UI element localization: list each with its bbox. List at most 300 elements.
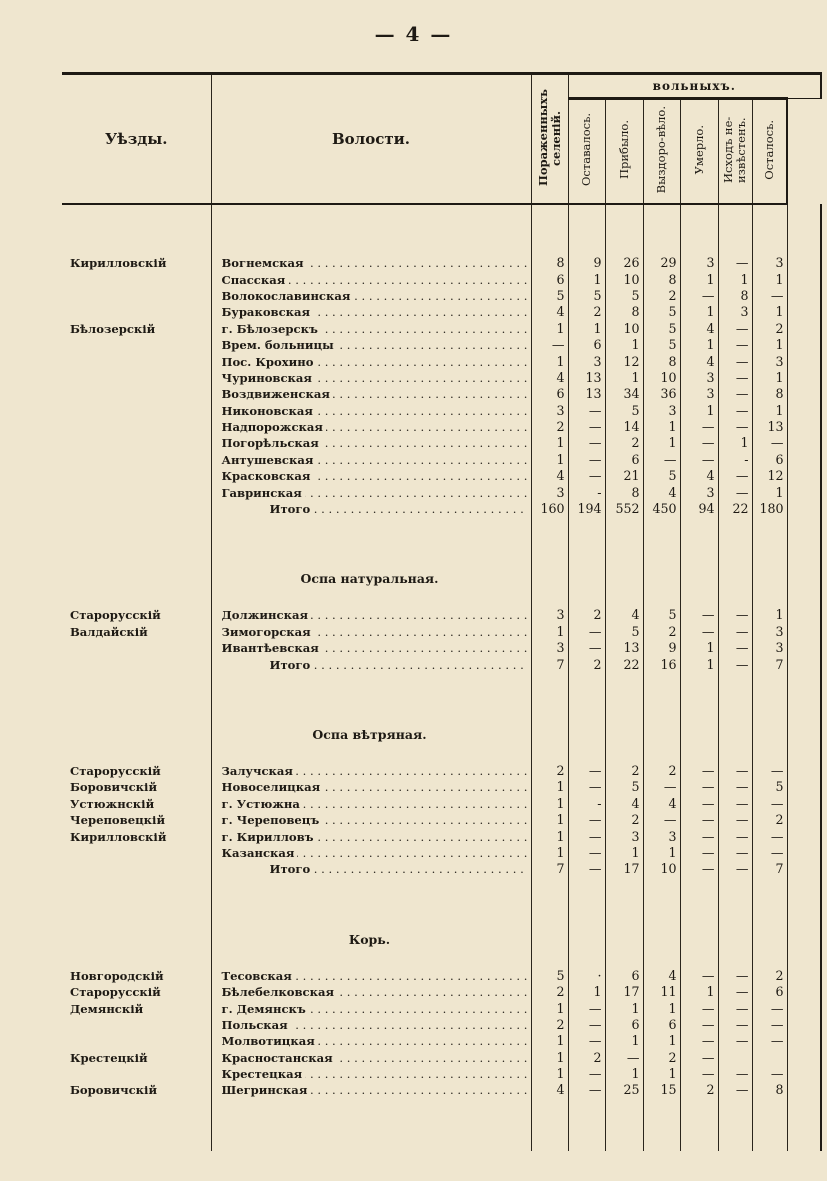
value-cell: 6 (643, 1017, 680, 1033)
value-cell: — (680, 763, 718, 779)
value-cell: 9 (643, 640, 680, 656)
value-cell: — (752, 1066, 787, 1082)
table-row (62, 845, 821, 861)
value-cell: — (680, 624, 718, 640)
affected-cell: 1 (531, 435, 568, 451)
value-cell: 15 (643, 1082, 680, 1098)
volost-cell (211, 1017, 531, 1033)
volost-cell (211, 812, 531, 828)
value-cell: 6 (605, 452, 643, 468)
value-cell: 5 (568, 288, 605, 304)
table-row (62, 353, 821, 369)
table-row (62, 1033, 821, 1049)
value-cell: — (568, 624, 605, 640)
volost-name: Никоновская (222, 404, 316, 418)
value-cell: — (568, 763, 605, 779)
value-cell: — (643, 452, 680, 468)
total-value-cell: 180 (752, 501, 787, 517)
value-cell: 1 (752, 337, 787, 353)
value-cell: — (718, 845, 752, 861)
value-cell: 10 (605, 321, 643, 337)
volost-name: Красковская (222, 469, 314, 483)
volost-cell (211, 796, 531, 812)
value-cell: 1 (643, 1000, 680, 1016)
total-value-cell: 2 (568, 656, 605, 672)
volost-cell (211, 1033, 531, 1049)
value-cell: — (568, 640, 605, 656)
value-cell: 1 (752, 271, 787, 287)
volost-name: Пос. Крохино (222, 355, 317, 369)
uezd-cell (62, 468, 211, 484)
total-value-cell: — (680, 861, 718, 877)
volost-name: Гавринская (222, 486, 305, 500)
value-cell: — (718, 386, 752, 402)
value-cell: 8 (605, 304, 643, 320)
value-cell: 4 (605, 607, 643, 623)
uezd-cell (62, 370, 211, 386)
value-cell: — (718, 337, 752, 353)
table-row (62, 624, 821, 640)
value-cell: 11 (643, 984, 680, 1000)
volost-name: Бѣлебелковская (222, 985, 338, 999)
value-cell: — (718, 779, 752, 795)
value-cell: 2 (643, 763, 680, 779)
affected-cell: 3 (531, 403, 568, 419)
uezd-cell (62, 1066, 211, 1082)
value-cell: 8 (605, 484, 643, 500)
affected-cell: 1 (531, 779, 568, 795)
value-cell: 12 (605, 353, 643, 369)
value-cell: 26 (605, 255, 643, 271)
value-cell: 29 (643, 255, 680, 271)
total-value-cell: 16 (643, 656, 680, 672)
value-cell: — (680, 1033, 718, 1049)
value-cell: 8 (643, 271, 680, 287)
value-cell: 2 (643, 288, 680, 304)
table-row (62, 1000, 821, 1016)
value-cell: 3 (568, 353, 605, 369)
value-cell: 1 (680, 271, 718, 287)
value-cell: — (752, 288, 787, 304)
value-cell: 3 (643, 828, 680, 844)
value-cell: — (568, 1066, 605, 1082)
uezd-cell (62, 1033, 211, 1049)
value-cell: 6 (568, 337, 605, 353)
uezd-cell: Демянскій (70, 1001, 144, 1016)
value-cell: 1 (568, 271, 605, 287)
affected-cell: 2 (531, 984, 568, 1000)
uezd-cell (62, 1017, 211, 1033)
uezd-cell (62, 484, 211, 500)
uezd-cell (62, 452, 211, 468)
table-row (62, 403, 821, 419)
uezd-cell: Боровичскій (70, 1083, 158, 1098)
uezd-cell: Устюжнскій (70, 796, 155, 811)
volost-name: Вогнемская (222, 256, 307, 270)
uezd-cell: Кирилловскій (70, 829, 167, 844)
spacer-row (62, 204, 821, 255)
section-heading-row (62, 912, 821, 968)
table-row (62, 452, 821, 468)
value-cell: 1 (680, 403, 718, 419)
table-row (62, 828, 821, 844)
affected-cell: 8 (531, 255, 568, 271)
value-cell: 1 (568, 984, 605, 1000)
statistics-table (62, 72, 822, 1151)
volost-name: Польская (222, 1018, 291, 1032)
total-value-cell: 7 (531, 656, 568, 672)
value-cell: 6 (752, 452, 787, 468)
value-cell: — (643, 779, 680, 795)
value-cell: 1 (680, 337, 718, 353)
value-cell: — (680, 828, 718, 844)
value-cell: — (718, 468, 752, 484)
affected-cell: 3 (531, 640, 568, 656)
value-cell: 2 (752, 321, 787, 337)
table-row (62, 640, 821, 656)
total-value-cell: 22 (718, 501, 752, 517)
value-cell: — (718, 828, 752, 844)
volost-cell (211, 607, 531, 623)
value-cell: 2 (752, 968, 787, 984)
value-cell: 3 (718, 304, 752, 320)
table-row (62, 419, 821, 435)
value-cell: — (718, 1017, 752, 1033)
affected-cell: 6 (531, 386, 568, 402)
value-cell: 3 (752, 624, 787, 640)
value-cell: 1 (680, 984, 718, 1000)
affected-cell: 1 (531, 1000, 568, 1016)
value-cell: 6 (752, 984, 787, 1000)
value-cell: — (718, 1000, 752, 1016)
value-cell: — (680, 812, 718, 828)
value-cell: 13 (752, 419, 787, 435)
value-cell: — (718, 812, 752, 828)
value-cell: 4 (643, 796, 680, 812)
volost-name: Красностанская (222, 1051, 336, 1065)
value-cell: — (718, 370, 752, 386)
uezd-cell (62, 288, 211, 304)
section-heading-row (62, 707, 821, 763)
volost-cell (211, 763, 531, 779)
uezd-cell (62, 353, 211, 369)
uezd-cell (62, 435, 211, 451)
affected-cell: 2 (531, 1017, 568, 1033)
volost-name: Спасская (222, 273, 289, 287)
volost-name: Новоселицкая (222, 780, 324, 794)
table-row (62, 337, 821, 353)
value-cell: 9 (568, 255, 605, 271)
affected-cell: 2 (531, 419, 568, 435)
uezd-cell (62, 640, 211, 656)
value-cell: — (718, 984, 752, 1000)
value-cell: 34 (605, 386, 643, 402)
value-cell: — (718, 607, 752, 623)
volost-name: Ивантѣевская (222, 641, 322, 655)
volost-cell (211, 353, 531, 369)
volost-name: Шегринская (222, 1083, 311, 1097)
value-cell: 1 (643, 435, 680, 451)
table-row (62, 386, 821, 402)
value-cell: 2 (568, 1050, 605, 1066)
value-cell: — (680, 1050, 718, 1066)
affected-cell: 3 (531, 484, 568, 500)
header-col-remained-before: Оставалось. (568, 99, 605, 205)
table-row (62, 370, 821, 386)
value-cell: 1 (605, 337, 643, 353)
value-cell: — (568, 468, 605, 484)
volost-name: Погорѣльская (222, 436, 322, 450)
volost-cell (211, 370, 531, 386)
value-cell: 17 (605, 984, 643, 1000)
value-cell: 8 (752, 1082, 787, 1098)
volost-name: Должинская (222, 608, 312, 622)
value-cell: 4 (643, 968, 680, 984)
value-cell: 2 (605, 763, 643, 779)
value-cell: 1 (605, 1066, 643, 1082)
table-row (62, 255, 821, 271)
value-cell: 4 (680, 321, 718, 337)
volost-cell (211, 271, 531, 287)
total-label-cell (211, 501, 531, 517)
header-volost: Волости. (211, 74, 531, 205)
volost-name: Надпорожская (222, 420, 326, 434)
volost-cell (211, 828, 531, 844)
volost-name: г. Кирилловъ (222, 830, 317, 844)
value-cell: 3 (680, 370, 718, 386)
spacer-row (62, 517, 821, 551)
value-cell: 5 (605, 403, 643, 419)
value-cell: 10 (605, 271, 643, 287)
total-value-cell: 7 (531, 861, 568, 877)
volost-cell (211, 321, 531, 337)
total-value-cell: 552 (605, 501, 643, 517)
uezd-cell: Новгородскій (70, 968, 164, 983)
value-cell: 1 (718, 435, 752, 451)
volost-name: Казанская (222, 846, 298, 860)
page-number: — 4 — (374, 22, 453, 46)
value-cell: — (718, 1033, 752, 1049)
table-row (62, 1082, 821, 1098)
value-cell: — (752, 845, 787, 861)
value-cell: 3 (680, 255, 718, 271)
total-value-cell: — (718, 656, 752, 672)
value-cell: 1 (752, 304, 787, 320)
value-cell: 5 (643, 321, 680, 337)
value-cell: — (568, 1017, 605, 1033)
affected-cell: 1 (531, 353, 568, 369)
total-row (62, 501, 821, 517)
value-cell: 5 (643, 607, 680, 623)
value-cell: — (568, 779, 605, 795)
value-cell: — (718, 255, 752, 271)
value-cell: 1 (680, 640, 718, 656)
table-row (62, 607, 821, 623)
total-value-cell: 1 (680, 656, 718, 672)
spacer-row (62, 1099, 821, 1151)
value-cell: — (718, 968, 752, 984)
section-title: Оспа вѣтряная. (211, 707, 531, 763)
volost-cell (211, 484, 531, 500)
value-cell: — (680, 796, 718, 812)
total-label-cell (211, 656, 531, 672)
affected-cell: 1 (531, 1066, 568, 1082)
value-cell: 2 (605, 435, 643, 451)
value-cell: — (568, 1033, 605, 1049)
value-cell: — (605, 1050, 643, 1066)
value-cell: — (680, 435, 718, 451)
value-cell: 1 (752, 403, 787, 419)
value-cell: · (568, 968, 605, 984)
value-cell: — (718, 640, 752, 656)
table-row (62, 779, 821, 795)
value-cell: — (568, 845, 605, 861)
value-cell: 3 (680, 484, 718, 500)
value-cell: - (568, 796, 605, 812)
value-cell: 5 (643, 337, 680, 353)
value-cell: — (568, 419, 605, 435)
volost-cell (211, 1066, 531, 1082)
volost-cell (211, 1050, 531, 1066)
volost-cell (211, 386, 531, 402)
value-cell: 10 (643, 370, 680, 386)
table-row (62, 984, 821, 1000)
value-cell: 2 (605, 812, 643, 828)
total-value-cell: 94 (680, 501, 718, 517)
volost-cell (211, 845, 531, 861)
affected-cell: 1 (531, 321, 568, 337)
value-cell: 5 (752, 779, 787, 795)
volost-cell (211, 640, 531, 656)
value-cell: 6 (605, 1017, 643, 1033)
value-cell: — (718, 403, 752, 419)
affected-cell: 4 (531, 304, 568, 320)
uezd-cell (62, 403, 211, 419)
value-cell: 3 (752, 640, 787, 656)
uezd-cell (62, 419, 211, 435)
volost-name: Врем. больницы (222, 338, 337, 352)
table-header (62, 74, 821, 205)
value-cell: 13 (568, 370, 605, 386)
volost-name: Тесовская (222, 969, 295, 983)
volost-name: г. Череповецъ (222, 813, 323, 827)
volost-cell (211, 1000, 531, 1016)
total-value-cell: 160 (531, 501, 568, 517)
volost-name: Антушевская (222, 453, 317, 467)
section-title: Корь. (211, 912, 531, 968)
value-cell: — (680, 968, 718, 984)
value-cell: — (752, 828, 787, 844)
affected-cell: 5 (531, 288, 568, 304)
value-cell: — (680, 1066, 718, 1082)
uezd-cell (62, 845, 211, 861)
section-heading-row (62, 551, 821, 607)
spacer-row (62, 878, 821, 912)
total-label-cell (211, 861, 531, 877)
spacer-row (62, 673, 821, 707)
uezd-cell: Боровичскій (70, 780, 158, 795)
total-value-cell: 10 (643, 861, 680, 877)
value-cell: — (680, 1017, 718, 1033)
value-cell: 1 (643, 845, 680, 861)
volost-cell (211, 779, 531, 795)
uezd-cell: Череповецкій (70, 813, 166, 828)
affected-cell: 1 (531, 1050, 568, 1066)
value-cell: — (568, 452, 605, 468)
value-cell: — (752, 1033, 787, 1049)
value-cell: 3 (643, 403, 680, 419)
value-cell: — (752, 1000, 787, 1016)
value-cell: 4 (643, 484, 680, 500)
value-cell: 2 (643, 1050, 680, 1066)
volost-name: Волокославинская (222, 289, 354, 303)
value-cell: 3 (605, 828, 643, 844)
value-cell: 6 (605, 968, 643, 984)
value-cell: — (680, 452, 718, 468)
affected-cell: 4 (531, 1082, 568, 1098)
volost-name: г. Бѣлозерскъ (222, 322, 321, 336)
total-value-cell: 450 (643, 501, 680, 517)
value-cell: — (680, 288, 718, 304)
uezd-cell: Крестецкій (70, 1050, 148, 1065)
affected-cell: 4 (531, 468, 568, 484)
affected-cell: — (531, 337, 568, 353)
value-cell: 3 (680, 386, 718, 402)
table-row (62, 271, 821, 287)
table-row (62, 1066, 821, 1082)
value-cell: 1 (752, 370, 787, 386)
value-cell: 1 (643, 419, 680, 435)
total-row (62, 861, 821, 877)
value-cell: 5 (605, 288, 643, 304)
affected-cell: 1 (531, 1033, 568, 1049)
total-value-cell: 17 (605, 861, 643, 877)
value-cell: 4 (605, 796, 643, 812)
volost-name: Зимогорская (222, 625, 314, 639)
value-cell (752, 1050, 787, 1066)
uezd-cell: Кирилловскій (70, 256, 167, 271)
value-cell: — (568, 1082, 605, 1098)
volost-cell (211, 304, 531, 320)
volost-cell (211, 1082, 531, 1098)
value-cell: 8 (718, 288, 752, 304)
value-cell: — (680, 419, 718, 435)
value-cell: — (680, 1000, 718, 1016)
value-cell: 4 (680, 468, 718, 484)
uezd-cell: Старорусскій (70, 764, 161, 778)
table-row (62, 763, 821, 779)
value-cell: 1 (605, 1033, 643, 1049)
volost-cell (211, 419, 531, 435)
header-col-died: Умерло. (680, 99, 718, 205)
volost-cell (211, 984, 531, 1000)
volost-name: Чуриновская (222, 371, 316, 385)
total-row (62, 656, 821, 672)
value-cell: 1 (605, 845, 643, 861)
table-body (62, 204, 821, 1151)
uezd-cell: Старорусскій (70, 608, 161, 623)
uezd-cell (62, 271, 211, 287)
total-label: Итого (270, 862, 314, 876)
table-row (62, 435, 821, 451)
value-cell: 5 (643, 468, 680, 484)
value-cell: — (718, 419, 752, 435)
value-cell: 5 (643, 304, 680, 320)
header-group: вольныхъ. (568, 74, 821, 99)
total-value-cell: 7 (752, 656, 787, 672)
value-cell: — (718, 763, 752, 779)
value-cell: — (568, 1000, 605, 1016)
